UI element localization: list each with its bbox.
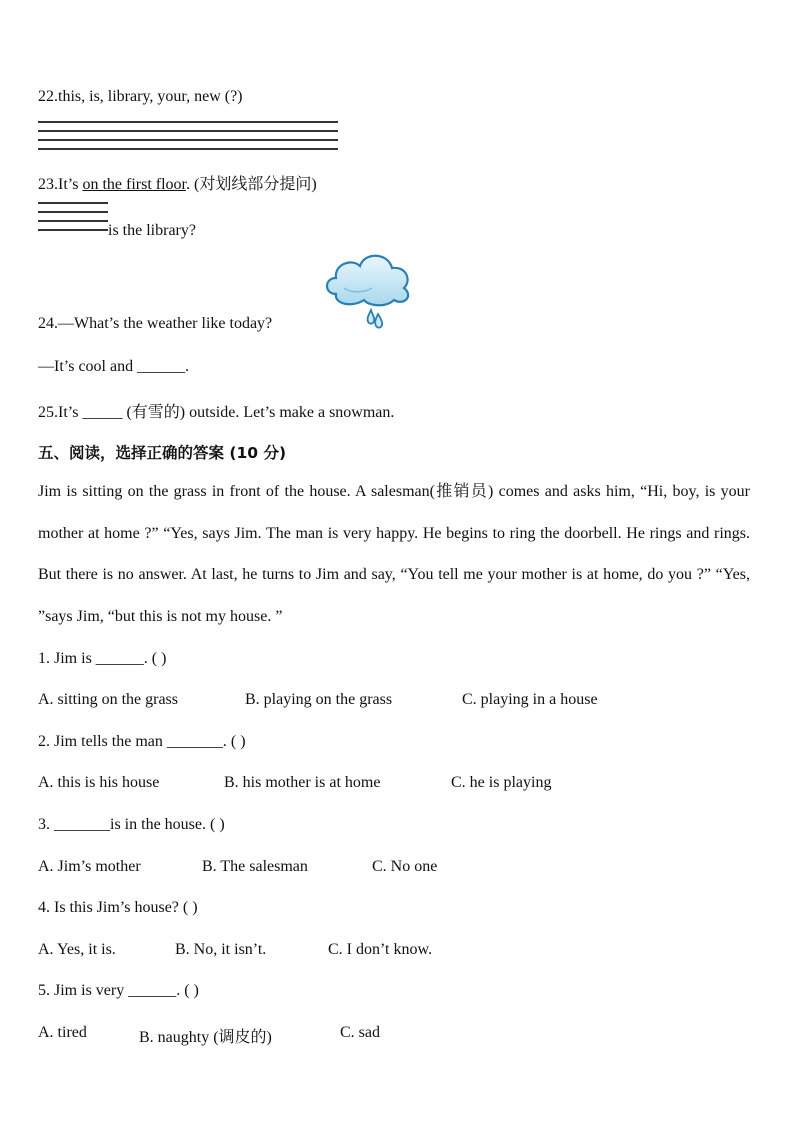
answer-line (38, 139, 338, 141)
q25-text: 25.It’s _____ (有雪的) outside. Let’s make a snowman. (38, 404, 395, 421)
q23-answer-suffix: is the library? (108, 222, 196, 239)
q23-prefix: It’s (58, 176, 83, 193)
cloud-body (327, 256, 408, 306)
q23-suffix: . (对划线部分提问) (186, 176, 317, 193)
question-options (38, 941, 432, 959)
question-options (38, 858, 438, 876)
q23-text (38, 171, 317, 194)
answer-line (38, 229, 108, 231)
option-c: C. he is playing (451, 774, 552, 791)
q22-text: 22.this, is, library, your, new (?) (38, 88, 243, 105)
option-b: B. naughty (调皮的) (139, 1029, 272, 1046)
cloud-rain-icon (322, 250, 414, 334)
option-a: A. sitting on the grass (38, 691, 178, 708)
q23-underlined: on the first floor (82, 176, 186, 193)
question-stem: 4. Is this Jim’s house? ( ) (38, 899, 198, 916)
q24-question: 24.—What’s the weather like today? (38, 315, 273, 332)
option-b: B. The salesman (202, 858, 308, 875)
option-c: C. I don’t know. (328, 941, 432, 958)
option-b: B. No, it isn’t. (175, 941, 267, 958)
question-options (38, 1024, 380, 1046)
answer-line (38, 121, 338, 123)
section-title: 五、阅读，选择正确的答案 (38, 444, 225, 462)
question-stem: 1. Jim is ______. ( ) (38, 650, 167, 667)
option-b: B. playing on the grass (245, 691, 393, 708)
option-c: C. sad (340, 1024, 380, 1041)
answer-line (38, 148, 338, 150)
question-stem: 2. Jim tells the man _______. ( ) (38, 733, 246, 750)
q23-number: 23. (38, 176, 58, 193)
option-a: A. Yes, it is. (38, 941, 116, 958)
answer-line (38, 211, 108, 213)
question-options (38, 691, 598, 709)
question-stem: 5. Jim is very ______. ( ) (38, 982, 199, 999)
option-b: B. his mother is at home (224, 774, 381, 791)
answer-line (38, 220, 108, 222)
answer-line (38, 130, 338, 132)
section-heading (38, 441, 286, 463)
q24-answer: —It’s cool and ______. (38, 358, 190, 375)
option-c: C. No one (372, 858, 438, 875)
reading-passage: Jim is sitting on the grass in front of the house. A salesman(推销员) comes and asks him, “Hi, boy, is your mother at home ?” “Yes, says Jim. The man is very happy. He begins to ring the doorbell. He rings and rings. But there is no answer. At last, he turns to Jim and say, “You tell me your mother is at home, do you ?” “Yes, ”says Jim, “but this is not my house. ” (38, 483, 750, 625)
option-a: A. this is his house (38, 774, 160, 791)
section-score: (10 分) (229, 444, 287, 462)
question-options (38, 774, 552, 792)
option-a: A. Jim’s mother (38, 858, 141, 875)
option-a: A. tired (38, 1024, 87, 1041)
answer-line (38, 202, 108, 204)
option-c: C. playing in a house (462, 691, 598, 708)
raindrop-icon (368, 310, 375, 324)
question-stem: 3. _______is in the house. ( ) (38, 816, 225, 833)
raindrop-icon (375, 314, 382, 328)
